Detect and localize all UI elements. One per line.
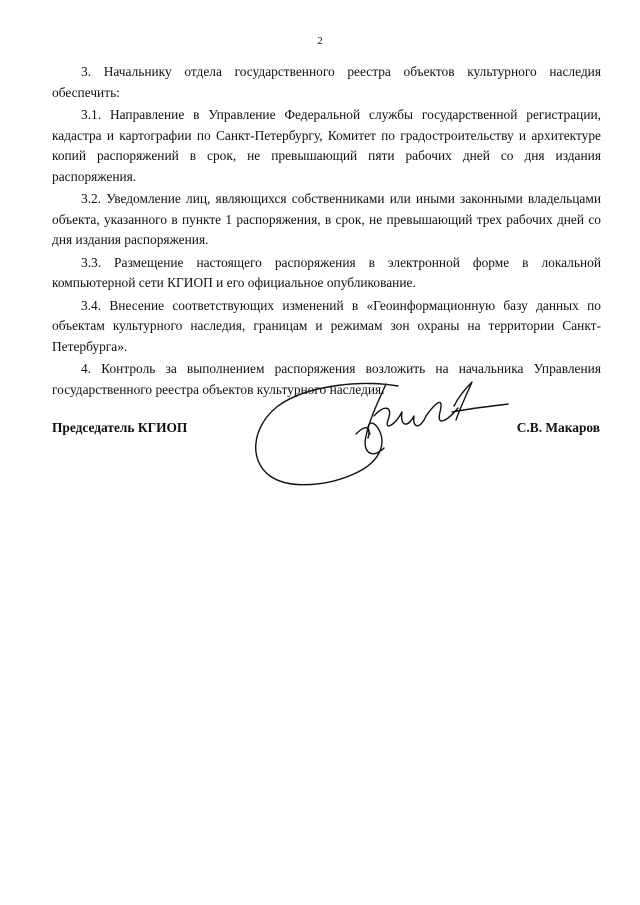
page-number: 2 xyxy=(317,35,323,47)
paragraph-4: 4. Контроль за выполнением распоряжения возложить на начальника Управления государственного реестра объектов культурного наследия. xyxy=(52,361,601,397)
paragraph-3-1: 3.1. Направление в Управление Федеральной службы государственной регистрации, кадастра и картографии по Санкт-Петербургу, Комитет по градостроительству и архитектуре копий распоряжений в срок, не превышающий пяти рабочих дней со дня издания распоряжения. xyxy=(52,107,601,184)
paragraph-3: 3. Начальнику отдела государственного реестра объектов культурного наследия обеспечить: xyxy=(52,64,601,100)
signer-name: С.В. Макаров xyxy=(516,420,600,435)
signer-title: Председатель КГИОП xyxy=(52,420,188,435)
document-body xyxy=(52,62,601,402)
paragraph-3-2: 3.2. Уведомление лиц, являющихся собственниками или иными законными владельцами объекта, указанного в пункте 1 распоряжения, в срок, не превышающий трех рабочих дней со дня издания распоряжения. xyxy=(52,191,601,247)
paragraph-3-4: 3.4. Внесение соответствующих изменений в «Геоинформационную базу данных по объектам культурного наследия, границам и режимам зон охраны на территории Санкт-Петербурга». xyxy=(52,297,601,354)
paragraph-3-3: 3.3. Размещение настоящего распоряжения в электронной форме в локальной компьютерной сети КГИОП и его официальное опубликование. xyxy=(52,254,601,290)
handwritten-signature xyxy=(246,376,516,494)
